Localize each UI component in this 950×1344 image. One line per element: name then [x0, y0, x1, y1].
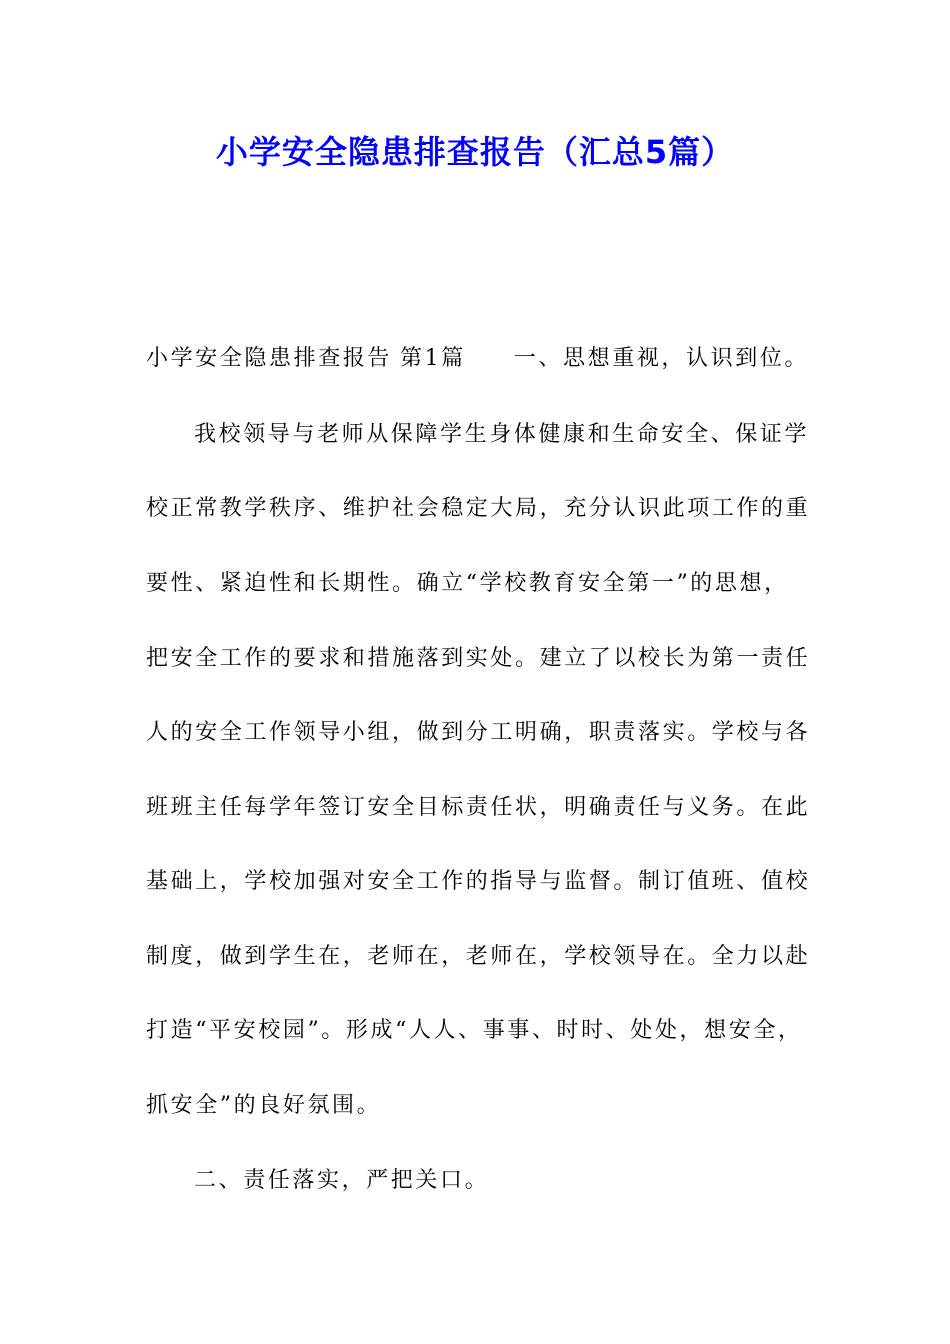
- part-number: 第1篇: [400, 346, 466, 371]
- paragraph-line: 打造“平安校园”。形成“人人、事事、时时、处处，想安全，: [146, 1018, 803, 1043]
- paragraph-line: 我校领导与老师从保障学生身体健康和生命安全、保证学: [194, 422, 810, 447]
- document-title: 小学安全隐患排查报告（汇总5篇）: [215, 133, 735, 171]
- paragraph-line: 要性、紧迫性和长期性。确立“学校教育安全第一”的思想，: [146, 571, 789, 596]
- paragraph-line: 抓安全”的良好氛围。: [146, 1093, 382, 1118]
- part-heading-line: [146, 344, 809, 374]
- paragraph-line: 制度，做到学生在，老师在，老师在，学校领导在。全力以赴: [146, 944, 811, 969]
- section-two-heading: 二、责任落实，严把关口。: [194, 1168, 490, 1193]
- section-one-heading: 一、思想重视，认识到位。: [513, 346, 810, 371]
- paragraph-line: 人的安全工作领导小组，做到分工明确，职责落实。学校与各: [146, 720, 811, 745]
- paragraph-line: 班班主任每学年签订安全目标责任状，明确责任与义务。在此: [146, 795, 811, 820]
- paragraph-line: 基础上，学校加强对安全工作的指导与监督。制订值班、值校: [146, 869, 811, 894]
- paragraph-line: 把安全工作的要求和措施落到实处。建立了以校长为第一责任: [146, 646, 811, 671]
- paragraph-line: 校正常教学秩序、维护社会稳定大局，充分认识此项工作的重: [146, 496, 811, 521]
- part-label: 小学安全隐患排查报告: [146, 346, 393, 371]
